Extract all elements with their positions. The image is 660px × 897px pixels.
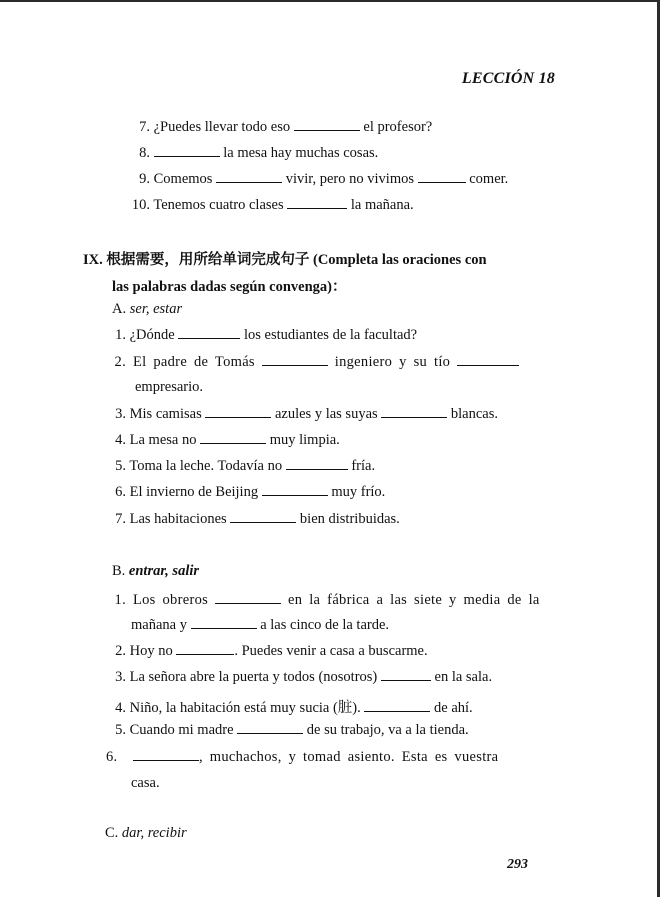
section-title-continued: las palabras dadas según convenga)： xyxy=(112,279,347,295)
item-number: 6. xyxy=(115,484,126,500)
exercise-item xyxy=(112,643,428,660)
item-text: Niño, la habitación está muy sucia (脏). xyxy=(129,700,361,716)
item-text: ingeniero y su tío xyxy=(334,354,451,370)
item-text: La señora abre la puerta y todos (nosotros) xyxy=(129,669,378,685)
part-label: B. xyxy=(112,563,126,579)
exercise-item xyxy=(127,197,414,214)
item-text: , muchachos, y tomad asiento. Esta es vuestra xyxy=(198,749,499,765)
exercise-item xyxy=(112,722,469,739)
section-title-chinese: 根据需要，用所给单词完成句子 xyxy=(106,252,310,268)
item-number: 7. xyxy=(115,511,126,527)
item-number: 8. xyxy=(139,145,150,161)
item-text: en la fábrica a las siete y media de la xyxy=(287,592,540,608)
answer-blank[interactable] xyxy=(287,197,347,209)
section-title-spanish: (Completa las oraciones con xyxy=(313,252,487,268)
item-text: ¿Puedes llevar todo eso xyxy=(153,119,291,135)
item-text: fría. xyxy=(351,458,376,474)
book-page xyxy=(0,2,657,897)
item-number: 9. xyxy=(139,171,150,187)
item-text: Toma la leche. Todavía no xyxy=(129,458,283,474)
answer-blank[interactable] xyxy=(364,700,430,712)
item-number: 10. xyxy=(131,197,150,213)
part-label: C. xyxy=(105,825,119,841)
lesson-header: LECCIÓN 18 xyxy=(461,70,555,87)
answer-blank[interactable] xyxy=(381,406,447,418)
answer-blank[interactable] xyxy=(262,484,328,496)
part-words: dar, recibir xyxy=(121,825,187,841)
item-number: 1. xyxy=(115,327,126,343)
exercise-item xyxy=(112,354,519,371)
answer-blank[interactable] xyxy=(286,458,348,470)
item-text: a las cinco de la tarde. xyxy=(260,617,390,633)
item-text: muy limpia. xyxy=(269,432,340,448)
section-number: IX. xyxy=(83,252,103,268)
answer-blank[interactable] xyxy=(215,592,281,604)
item-text: bien distribuidas. xyxy=(299,511,400,527)
item-text: Cuando mi madre xyxy=(129,722,234,738)
item-text: La mesa no xyxy=(129,432,197,448)
item-text: comer. xyxy=(469,171,509,187)
item-number: 6. xyxy=(106,749,118,765)
exercise-item xyxy=(112,458,375,475)
item-continuation xyxy=(131,617,389,634)
item-text: Las habitaciones xyxy=(129,511,227,527)
answer-blank[interactable] xyxy=(294,119,360,131)
item-text: Mis camisas xyxy=(129,406,202,422)
item-text: la mañana. xyxy=(350,197,414,213)
item-text: de su trabajo, va a la tienda. xyxy=(306,722,469,738)
exercise-item xyxy=(134,171,508,188)
answer-blank[interactable] xyxy=(457,354,519,366)
item-text: la mesa hay muchas cosas. xyxy=(223,145,379,161)
item-text: el profesor? xyxy=(363,119,433,135)
item-number: 1. xyxy=(114,592,126,608)
answer-blank[interactable] xyxy=(200,432,266,444)
answer-blank[interactable] xyxy=(154,145,220,157)
item-text: los estudiantes de la facultad? xyxy=(243,327,418,343)
part-c-heading xyxy=(105,825,187,842)
item-text: Comemos xyxy=(153,171,213,187)
answer-blank[interactable] xyxy=(418,171,466,183)
item-number: 7. xyxy=(139,119,150,135)
item-number: 4. xyxy=(115,700,126,716)
answer-blank[interactable] xyxy=(381,669,431,681)
exercise-item xyxy=(134,145,378,162)
exercise-item xyxy=(106,749,498,766)
exercise-item xyxy=(112,432,340,449)
item-number: 5. xyxy=(115,458,126,474)
exercise-item xyxy=(112,406,498,423)
answer-blank[interactable] xyxy=(230,511,296,523)
item-text: de ahí. xyxy=(434,700,473,716)
part-b-heading xyxy=(112,563,199,580)
exercise-item xyxy=(112,511,400,528)
item-text: azules y las suyas xyxy=(274,406,378,422)
part-label: A. xyxy=(112,301,127,317)
part-a-heading xyxy=(112,301,182,318)
exercise-item xyxy=(112,484,385,501)
answer-blank[interactable] xyxy=(237,722,303,734)
answer-blank[interactable] xyxy=(176,643,234,655)
exercise-item xyxy=(112,327,417,344)
item-text: El padre de Tomás xyxy=(132,354,255,370)
item-number: 2. xyxy=(114,354,126,370)
part-words: ser, estar xyxy=(129,301,183,317)
answer-blank[interactable] xyxy=(216,171,282,183)
item-text: El invierno de Beijing xyxy=(129,484,259,500)
item-text: muy frío. xyxy=(331,484,386,500)
exercise-item xyxy=(112,669,492,686)
part-words: entrar, salir xyxy=(128,563,200,579)
item-number: 2. xyxy=(115,643,126,659)
item-text: Tenemos cuatro clases xyxy=(153,197,284,213)
exercise-item xyxy=(112,696,473,717)
item-continuation: casa. xyxy=(131,775,160,791)
exercise-item xyxy=(112,592,540,609)
item-number: 3. xyxy=(115,406,126,422)
exercise-item xyxy=(134,119,432,136)
answer-blank[interactable] xyxy=(191,617,257,629)
answer-blank[interactable] xyxy=(262,354,328,366)
item-text: vivir, pero no vivimos xyxy=(285,171,414,187)
answer-blank[interactable] xyxy=(133,749,199,761)
item-number: 4. xyxy=(115,432,126,448)
item-number: 3. xyxy=(115,669,126,685)
answer-blank[interactable] xyxy=(205,406,271,418)
item-text: ¿Dónde xyxy=(129,327,175,343)
item-text: . Puedes venir a casa a buscarme. xyxy=(234,643,428,659)
item-text: Hoy no xyxy=(129,643,173,659)
page-number: 293 xyxy=(507,857,528,872)
item-text: blancas. xyxy=(450,406,499,422)
section-title xyxy=(83,248,487,269)
item-number: 5. xyxy=(115,722,126,738)
item-text: Los obreros xyxy=(132,592,209,608)
item-continuation: empresario. xyxy=(135,379,204,395)
item-text: en la sala. xyxy=(434,669,493,685)
item-text: mañana y xyxy=(131,617,187,633)
answer-blank[interactable] xyxy=(178,327,240,339)
